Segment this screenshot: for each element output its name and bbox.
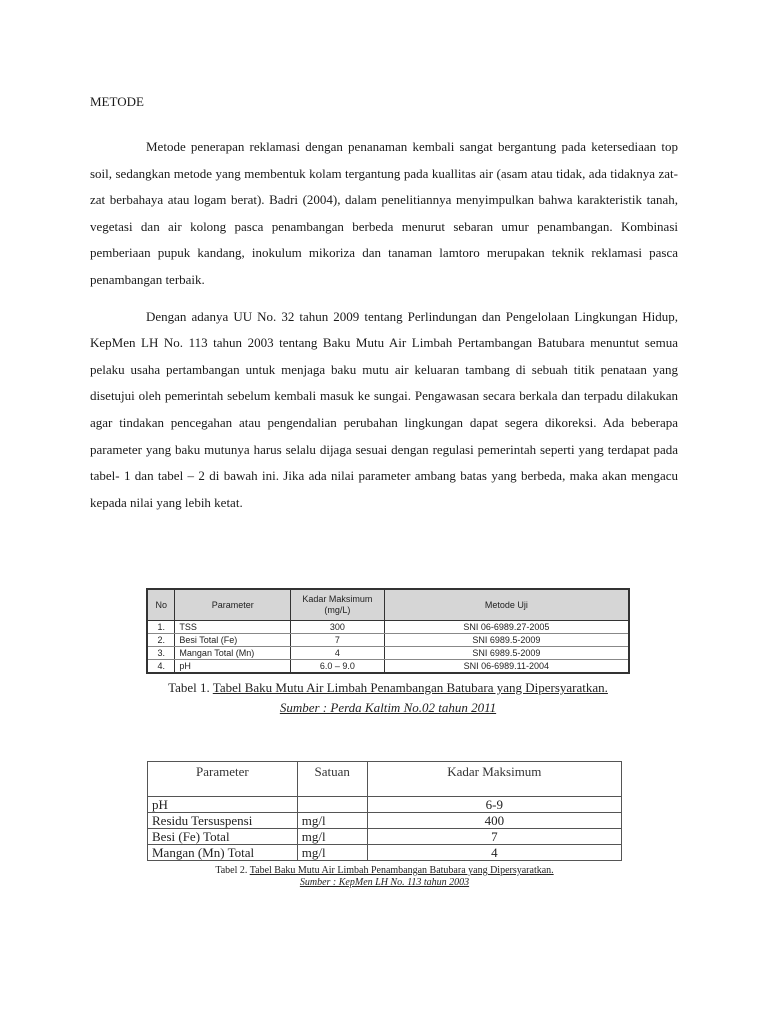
table-cell: 4 xyxy=(290,647,384,660)
table-cell: Residu Tersuspensi xyxy=(148,813,298,829)
table-cell: 2. xyxy=(147,634,175,647)
table-row xyxy=(148,845,622,861)
table-cell: 7 xyxy=(367,829,621,845)
table-cell: pH xyxy=(175,660,291,674)
table-cell: mg/l xyxy=(297,829,367,845)
table-cell: mg/l xyxy=(297,813,367,829)
table-cell: 7 xyxy=(290,634,384,647)
table-1-caption-prefix: Tabel 1. xyxy=(168,680,213,695)
table-2-header-row xyxy=(148,762,622,797)
document-body xyxy=(90,88,678,526)
table-cell: 6-9 xyxy=(367,797,621,813)
table-cell: 300 xyxy=(290,621,384,634)
table-1-caption-source: Sumber : Perda Kaltim No.02 tahun 2011 xyxy=(279,700,497,715)
table-cell: Besi (Fe) Total xyxy=(148,829,298,845)
table-cell: pH xyxy=(148,797,298,813)
table-1-header-kadar: Kadar Maksimum (mg/L) xyxy=(290,589,384,621)
table-row xyxy=(147,647,629,660)
table-cell xyxy=(297,797,367,813)
table-2-header-parameter: Parameter xyxy=(148,762,298,797)
table-cell: 4 xyxy=(367,845,621,861)
table-1-header-row xyxy=(147,589,629,621)
table-cell: 4. xyxy=(147,660,175,674)
table-1-block xyxy=(146,588,630,718)
table-row xyxy=(148,797,622,813)
table-1-caption xyxy=(146,678,630,718)
table-cell: TSS xyxy=(175,621,291,634)
table-cell: 3. xyxy=(147,647,175,660)
table-2-header-kadar: Kadar Maksimum xyxy=(367,762,621,797)
table-cell: 1. xyxy=(147,621,175,634)
table-2-caption-source: Sumber : KepMen LH No. 113 tahun 2003 xyxy=(299,877,470,888)
table-row xyxy=(148,829,622,845)
table-cell: 400 xyxy=(367,813,621,829)
table-row xyxy=(148,813,622,829)
table-1-caption-title: Tabel Baku Mutu Air Limbah Penambangan Batubara yang Dipersyaratkan. xyxy=(212,680,608,695)
table-cell: SNI 6989.5-2009 xyxy=(384,634,629,647)
paragraph-1: Metode penerapan reklamasi dengan penanaman kembali sangat bergantung pada ketersediaan top soil, sedangkan metode yang membentuk kolam tergantung pada kuallitas air (asam atau tidak, ada tidaknya zat-zat berbahaya atau logam berat). Badri (2004), dalam penelitiannya menyimpulkan bahwa karakteristik tanah, vegetasi dan air kolong pasca penambangan berbeda menurut sebaran umur penambangan. Kombinasi pemberiaan pupuk kandang, inokulum mikoriza dan tanaman lamtoro merupakan teknik reklamasi pasca penambangan terbaik. xyxy=(90,139,678,287)
table-2-caption xyxy=(147,865,622,889)
table-2-caption-title: Tabel Baku Mutu Air Limbah Penambangan Batubara yang Dipersyaratkan. xyxy=(249,865,554,876)
table-cell: mg/l xyxy=(297,845,367,861)
table-2-caption-prefix: Tabel 2. xyxy=(215,865,250,876)
table-2 xyxy=(147,761,622,861)
table-cell: 6.0 – 9.0 xyxy=(290,660,384,674)
table-cell: SNI 6989.5-2009 xyxy=(384,647,629,660)
table-row xyxy=(147,660,629,674)
table-cell: SNI 06-6989.27-2005 xyxy=(384,621,629,634)
table-cell: Mangan Total (Mn) xyxy=(175,647,291,660)
table-cell: SNI 06-6989.11-2004 xyxy=(384,660,629,674)
table-2-block xyxy=(147,761,622,889)
table-1-header-metode: Metode Uji xyxy=(384,589,629,621)
table-1-header-no: No xyxy=(147,589,175,621)
table-2-header-satuan: Satuan xyxy=(297,762,367,797)
table-cell: Mangan (Mn) Total xyxy=(148,845,298,861)
table-1 xyxy=(146,588,630,674)
section-heading: METODE xyxy=(90,94,144,109)
table-cell: Besi Total (Fe) xyxy=(175,634,291,647)
paragraph-2: Dengan adanya UU No. 32 tahun 2009 tentang Perlindungan dan Pengelolaan Lingkungan Hidup, KepMen LH No. 113 tahun 2003 tentang Baku Mutu Air Limbah Pertambangan Batubara menuntut semua pelaku usaha pertambangan untuk menjaga baku mutu air keluaran tambang di sebuah titik penataan yang disetujui oleh pemerintah sebelum kembali masuk ke sungai. Pengawasan secara berkala dan terpadu dilakukan agar tindakan pencegahan atau pengendalian perubahan lingkungan dapat segera dikoreksi. Ada beberapa parameter yang baku mutunya harus selalu dijaga sesuai dengan regulasi pemerintah seperti yang terdapat pada tabel- 1 dan tabel – 2 di bawah ini. Jika ada nilai parameter ambang batas yang berbeda, maka akan mengacu kepada nilai yang lebih ketat. xyxy=(90,308,678,510)
table-row xyxy=(147,634,629,647)
table-row xyxy=(147,621,629,634)
table-1-header-parameter: Parameter xyxy=(175,589,291,621)
